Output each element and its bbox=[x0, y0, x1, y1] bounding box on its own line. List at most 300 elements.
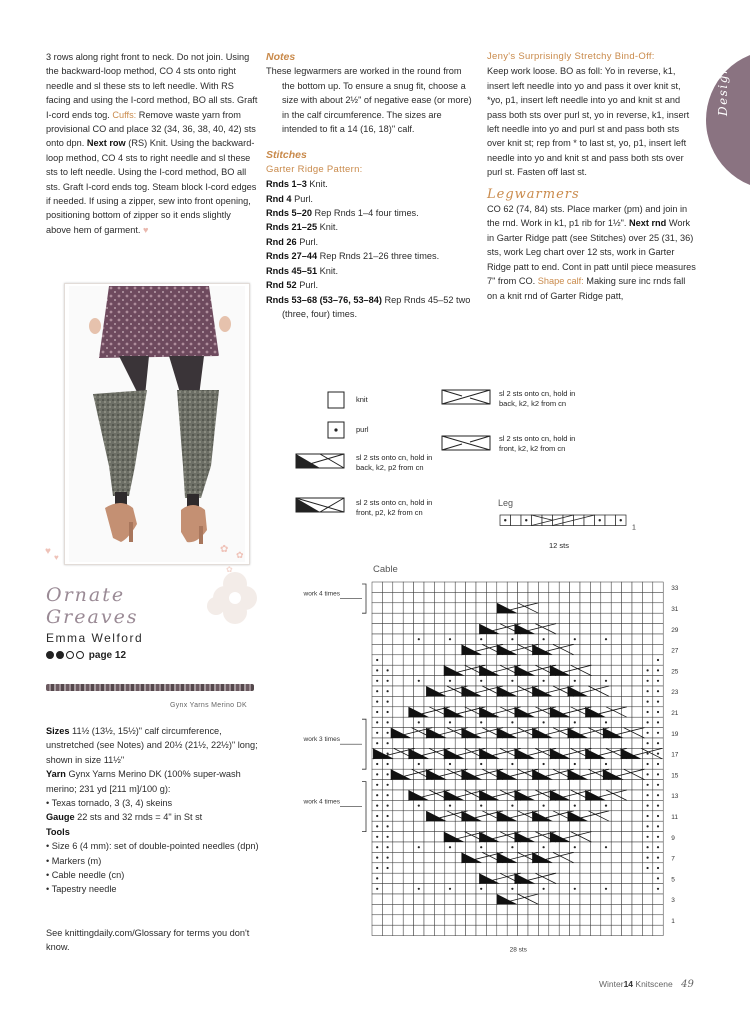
cable-chart-cell bbox=[393, 842, 403, 852]
cable-chart-cell bbox=[590, 894, 600, 904]
cable-chart-cell bbox=[549, 904, 559, 914]
purl-dot bbox=[376, 794, 378, 796]
purl-dot bbox=[647, 690, 649, 692]
cable-chart-cell bbox=[570, 738, 580, 748]
cable-chart-cell bbox=[653, 624, 663, 634]
cable-chart-cell bbox=[518, 904, 528, 914]
cable-chart-cell bbox=[455, 592, 465, 602]
purl-dot bbox=[449, 763, 451, 765]
purl-dot bbox=[657, 877, 659, 879]
cable-chart-cell bbox=[642, 624, 652, 634]
cable-chart-cell bbox=[476, 863, 486, 873]
cable-chart-cell bbox=[538, 915, 548, 925]
cable-chart-cell bbox=[382, 884, 392, 894]
cable-chart-cell bbox=[393, 738, 403, 748]
cable-chart-cell bbox=[580, 676, 590, 686]
cable-chart-cell bbox=[518, 676, 528, 686]
cable-chart-cell bbox=[414, 686, 424, 696]
purl-dot bbox=[657, 836, 659, 838]
cable-chart-cell bbox=[622, 800, 632, 810]
cable-chart-cell bbox=[622, 676, 632, 686]
cable-chart-cell bbox=[507, 738, 517, 748]
cable-chart-cell bbox=[549, 717, 559, 727]
cable-chart-cell bbox=[382, 634, 392, 644]
cable-chart-cell bbox=[632, 780, 642, 790]
cable-chart-cell bbox=[445, 925, 455, 935]
cable-chart-cell bbox=[445, 738, 455, 748]
purl-dot bbox=[511, 763, 513, 765]
cable-chart-cell bbox=[538, 603, 548, 613]
cable-chart-cell bbox=[580, 915, 590, 925]
cable-chart-cell bbox=[476, 696, 486, 706]
cable-chart-cell bbox=[528, 738, 538, 748]
cable-chart-cell bbox=[455, 780, 465, 790]
cable-chart-cell bbox=[466, 603, 476, 613]
purl-dot bbox=[387, 773, 389, 775]
purl-dot bbox=[376, 846, 378, 848]
cable-chart-cell bbox=[611, 821, 621, 831]
purl-dot bbox=[543, 763, 545, 765]
cable-chart-cell bbox=[559, 800, 569, 810]
cable-chart-cell bbox=[559, 603, 569, 613]
cable-chart-cell bbox=[528, 759, 538, 769]
row-number: 29 bbox=[671, 626, 679, 634]
cable-chart-cell bbox=[549, 582, 559, 592]
cable-chart-cell bbox=[445, 603, 455, 613]
purl-dot bbox=[376, 825, 378, 827]
cable-chart-cell bbox=[424, 676, 434, 686]
cable-chart-cell bbox=[611, 644, 621, 654]
cable-chart-cell bbox=[393, 790, 403, 800]
cable-chart-cell bbox=[528, 655, 538, 665]
cable-chart-cell bbox=[497, 800, 507, 810]
cable-chart-cell bbox=[393, 634, 403, 644]
cable-chart-cell bbox=[445, 915, 455, 925]
cable-chart-cell bbox=[434, 738, 444, 748]
purl-dot bbox=[543, 638, 545, 640]
purl-dot bbox=[376, 669, 378, 671]
legwarmers-photo-illustration bbox=[69, 286, 245, 562]
purl-dot bbox=[480, 846, 482, 848]
cable-chart-cell bbox=[559, 842, 569, 852]
cable-chart-cell bbox=[570, 624, 580, 634]
cable-chart-cell bbox=[382, 925, 392, 935]
row-number: 15 bbox=[671, 772, 679, 780]
cable-chart-cell bbox=[434, 624, 444, 634]
tool-item: • Cable needle (cn) bbox=[46, 870, 125, 881]
cable-chart-cell bbox=[528, 582, 538, 592]
purl-dot bbox=[543, 680, 545, 682]
cable-chart-cell bbox=[455, 738, 465, 748]
cable-chart-cell bbox=[653, 592, 663, 602]
cable-chart-cell bbox=[601, 904, 611, 914]
cable-chart-cell bbox=[622, 624, 632, 634]
cable-chart-cell bbox=[580, 842, 590, 852]
purl-dot bbox=[376, 680, 378, 682]
cable-chart-cell bbox=[601, 821, 611, 831]
purl-dot bbox=[657, 742, 659, 744]
purl-dot bbox=[543, 888, 545, 890]
cable-chart-cell bbox=[497, 884, 507, 894]
cable-chart-cell bbox=[590, 665, 600, 675]
cable-chart-cell bbox=[611, 676, 621, 686]
purl-dot bbox=[376, 732, 378, 734]
cable-chart-cell bbox=[455, 925, 465, 935]
cable-chart-cell bbox=[611, 634, 621, 644]
purl-dot bbox=[605, 638, 607, 640]
purl-dot bbox=[657, 794, 659, 796]
cable-chart-cell bbox=[622, 759, 632, 769]
cable-chart-cell bbox=[393, 852, 403, 862]
purl-dot bbox=[480, 888, 482, 890]
cable-chart-cell bbox=[414, 811, 424, 821]
cable-chart-cell bbox=[590, 613, 600, 623]
cable-chart-cell bbox=[486, 613, 496, 623]
cable-chart-cell bbox=[414, 832, 424, 842]
cable-chart-cell bbox=[486, 696, 496, 706]
cable-chart-cell bbox=[590, 624, 600, 634]
cable-chart-cell bbox=[642, 644, 652, 654]
cable-chart-cell bbox=[434, 644, 444, 654]
cable-chart-cell bbox=[559, 624, 569, 634]
cable-chart-cell bbox=[434, 863, 444, 873]
cable-chart-cell bbox=[445, 582, 455, 592]
cable-chart-cell bbox=[497, 613, 507, 623]
purl-dot bbox=[657, 680, 659, 682]
purl-dot bbox=[574, 846, 576, 848]
cable-chart-cell bbox=[497, 759, 507, 769]
purl-dot bbox=[605, 763, 607, 765]
cable-chart-cell bbox=[424, 884, 434, 894]
svg-text:♥: ♥ bbox=[45, 546, 51, 557]
cable-chart-cell bbox=[393, 603, 403, 613]
cable-chart-cell bbox=[403, 717, 413, 727]
purl-dot bbox=[449, 638, 451, 640]
cable-chart-cell bbox=[466, 582, 476, 592]
cable-chart-cell bbox=[622, 696, 632, 706]
c4fp-symbol bbox=[296, 498, 344, 512]
cable-chart-cell bbox=[507, 904, 517, 914]
cable-chart-cell bbox=[486, 925, 496, 935]
purl-dot bbox=[657, 690, 659, 692]
purl-dot bbox=[387, 732, 389, 734]
cable-chart-cell bbox=[393, 904, 403, 914]
purl-dot bbox=[376, 659, 378, 661]
purl-dot bbox=[647, 857, 649, 859]
purl-dot bbox=[376, 721, 378, 723]
cable-chart-cell bbox=[632, 884, 642, 894]
round-list bbox=[266, 177, 476, 321]
repeat-bracket bbox=[362, 719, 366, 769]
cable-chart-cell bbox=[414, 780, 424, 790]
cable-chart-cell bbox=[611, 603, 621, 613]
row-number: 7 bbox=[671, 855, 675, 863]
purl-dot bbox=[647, 867, 649, 869]
cable-chart-cell bbox=[434, 873, 444, 883]
cable-chart-cell bbox=[632, 707, 642, 717]
cable-chart-cell bbox=[622, 811, 632, 821]
round-item: Rnd 26 Purl. bbox=[266, 236, 319, 247]
cable-chart-cell bbox=[403, 832, 413, 842]
cable-chart-cell bbox=[434, 717, 444, 727]
cable-chart-cell bbox=[559, 759, 569, 769]
cable-chart-cell bbox=[580, 613, 590, 623]
cable-chart-cell bbox=[414, 925, 424, 935]
cable-chart-cell bbox=[518, 925, 528, 935]
cable-chart-cell bbox=[393, 582, 403, 592]
cable-chart-cell bbox=[570, 603, 580, 613]
cable-chart-cell bbox=[559, 655, 569, 665]
svg-text:♥: ♥ bbox=[54, 553, 59, 562]
cable-chart-cell bbox=[403, 821, 413, 831]
cable-chart-cell bbox=[455, 863, 465, 873]
cable-chart-cell bbox=[393, 915, 403, 925]
cable-chart-cell bbox=[414, 603, 424, 613]
cable-chart-cell bbox=[403, 738, 413, 748]
cable-chart-cell bbox=[414, 873, 424, 883]
cable-chart-cell bbox=[642, 915, 652, 925]
cable-chart-cell bbox=[611, 717, 621, 727]
cable-chart-cell bbox=[601, 832, 611, 842]
round-item: Rnds 5–20 Rep Rnds 1–4 four times. bbox=[266, 208, 419, 219]
difficulty-dots bbox=[46, 650, 86, 661]
cable-chart-cell bbox=[445, 592, 455, 602]
purl-dot bbox=[647, 825, 649, 827]
difficulty-rating bbox=[46, 650, 126, 661]
cable-chart-cell bbox=[476, 655, 486, 665]
cable-chart-cell bbox=[507, 915, 517, 925]
cable-chart-cell bbox=[611, 696, 621, 706]
legwarmers-heading: Legwarmers bbox=[487, 186, 580, 202]
cable-chart-cell bbox=[570, 863, 580, 873]
cable-chart-cell bbox=[476, 780, 486, 790]
cable-chart-cell bbox=[549, 821, 559, 831]
purl-dot bbox=[376, 877, 378, 879]
cable-chart-cell bbox=[518, 696, 528, 706]
purl-dot bbox=[376, 701, 378, 703]
cable-chart-cell bbox=[570, 894, 580, 904]
cable-chart-cell bbox=[403, 863, 413, 873]
cable-chart-cell bbox=[528, 613, 538, 623]
cable-chart-cell bbox=[486, 759, 496, 769]
cable-chart-cell bbox=[622, 884, 632, 894]
cable-chart-cell bbox=[528, 915, 538, 925]
cable-chart-cell bbox=[590, 832, 600, 842]
cable-chart-cell bbox=[653, 634, 663, 644]
purl-dot bbox=[543, 721, 545, 723]
cable-chart-cell bbox=[434, 821, 444, 831]
cable-chart-cell bbox=[414, 852, 424, 862]
cable-chart-cell bbox=[476, 582, 486, 592]
c4b-symbol bbox=[442, 390, 490, 404]
purl-dot bbox=[574, 721, 576, 723]
cable-chart-cell bbox=[372, 634, 382, 644]
cable-chart-cell bbox=[580, 582, 590, 592]
purl-dot bbox=[376, 784, 378, 786]
cable-chart-cell bbox=[455, 842, 465, 852]
cable-chart-cell bbox=[632, 696, 642, 706]
cable-chart-cell bbox=[497, 842, 507, 852]
tool-item: • Markers (m) bbox=[46, 855, 102, 866]
round-item: Rnd 52 Purl. bbox=[266, 280, 319, 291]
cable-chart-cell bbox=[622, 821, 632, 831]
cable-chart-cell bbox=[580, 655, 590, 665]
cable-chart-cell bbox=[414, 613, 424, 623]
cable-chart-cell bbox=[580, 894, 590, 904]
cable-chart-cell bbox=[393, 759, 403, 769]
cable-chart-cell bbox=[653, 894, 663, 904]
cable-chart-cell bbox=[424, 582, 434, 592]
purl-dot bbox=[449, 805, 451, 807]
cable-chart-cell bbox=[455, 904, 465, 914]
cable-chart-cell bbox=[570, 915, 580, 925]
cable-chart-cell bbox=[414, 624, 424, 634]
cable-chart-cell bbox=[424, 624, 434, 634]
cable-chart-cell bbox=[622, 686, 632, 696]
purl-dot bbox=[647, 669, 649, 671]
cable-chart-cell bbox=[528, 925, 538, 935]
cable-chart-cell bbox=[434, 904, 444, 914]
purl-dot bbox=[605, 888, 607, 890]
cable-chart-cell bbox=[445, 613, 455, 623]
cable-chart-cell bbox=[476, 592, 486, 602]
cable-chart-cell bbox=[382, 873, 392, 883]
cable-chart-cell bbox=[518, 634, 528, 644]
cable-chart-cell bbox=[486, 738, 496, 748]
purl-dot bbox=[657, 846, 659, 848]
cable-chart-cell bbox=[580, 624, 590, 634]
notes-heading: Notes bbox=[266, 51, 296, 63]
legend-c4b: sl 2 sts onto cn, hold in back, k2, k2 from cn bbox=[499, 389, 576, 408]
purl-dot bbox=[647, 742, 649, 744]
cable-chart-cell bbox=[559, 884, 569, 894]
row-number: 31 bbox=[671, 606, 679, 613]
cable-chart-cell bbox=[611, 582, 621, 592]
cable-chart-cell bbox=[497, 863, 507, 873]
cable-chart-cell bbox=[528, 800, 538, 810]
purl-dot bbox=[449, 721, 451, 723]
cable-chart-cell bbox=[549, 676, 559, 686]
cable-chart-cell bbox=[580, 800, 590, 810]
cable-chart-cell bbox=[424, 832, 434, 842]
next-row-label: Next row bbox=[86, 138, 126, 149]
purl-dot bbox=[387, 690, 389, 692]
cable-chart-cell bbox=[528, 821, 538, 831]
cable-chart-cell bbox=[538, 582, 548, 592]
purl-dot bbox=[387, 805, 389, 807]
purl-dot bbox=[605, 680, 607, 682]
cable-chart-cell bbox=[486, 884, 496, 894]
cable-chart-cell bbox=[642, 603, 652, 613]
cable-chart-cell bbox=[622, 634, 632, 644]
cable-chart-cell bbox=[549, 696, 559, 706]
cable-chart-cell bbox=[590, 852, 600, 862]
cable-chart-cell bbox=[622, 832, 632, 842]
cable-chart-cell bbox=[424, 603, 434, 613]
page-number: 49 bbox=[681, 979, 694, 990]
cable-chart-cell bbox=[497, 925, 507, 935]
purl-dot bbox=[647, 711, 649, 713]
cable-chart-cell bbox=[476, 904, 486, 914]
cable-chart-cell bbox=[414, 894, 424, 904]
cable-chart-cell bbox=[538, 863, 548, 873]
purl-dot bbox=[525, 519, 527, 521]
cable-chart-cell bbox=[538, 790, 548, 800]
cable-chart-cell bbox=[590, 863, 600, 873]
purl-dot bbox=[574, 763, 576, 765]
cable-chart-cell bbox=[424, 915, 434, 925]
legend-purl: purl bbox=[356, 425, 369, 434]
repeat-bracket bbox=[362, 584, 366, 613]
cable-chart-cell bbox=[622, 852, 632, 862]
cable-chart-cell bbox=[590, 603, 600, 613]
purl-dot bbox=[480, 721, 482, 723]
cable-chart-cell bbox=[434, 665, 444, 675]
purl-dot bbox=[574, 638, 576, 640]
cable-chart-cell bbox=[424, 873, 434, 883]
cable-chart-cell bbox=[601, 644, 611, 654]
cable-chart-cell bbox=[570, 904, 580, 914]
row-number: 19 bbox=[671, 730, 679, 738]
cable-chart-cell bbox=[653, 613, 663, 623]
cable-chart-cell bbox=[445, 904, 455, 914]
cable-chart-cell bbox=[580, 873, 590, 883]
cable-chart-cell bbox=[590, 780, 600, 790]
round-item: Rnds 27–44 Rep Rnds 21–26 three times. bbox=[266, 251, 440, 262]
cable-chart-cell bbox=[382, 624, 392, 634]
cable-chart-cell bbox=[580, 717, 590, 727]
cable-chart-cell bbox=[632, 717, 642, 727]
cable-chart-cell bbox=[466, 800, 476, 810]
cable-chart-cell bbox=[632, 790, 642, 800]
cable-chart-cell bbox=[497, 655, 507, 665]
legend-c4bp: sl 2 sts onto cn, hold in back, k2, p2 from cn bbox=[356, 453, 433, 472]
cable-chart-cell bbox=[393, 696, 403, 706]
cable-chart-cell bbox=[559, 915, 569, 925]
cable-chart-cell bbox=[393, 832, 403, 842]
purl-dot bbox=[418, 763, 420, 765]
cable-chart-cell bbox=[486, 634, 496, 644]
cable-chart-cell bbox=[424, 696, 434, 706]
cable-chart-cell bbox=[538, 592, 548, 602]
finishing-text: 3 rows along right front to neck. Do not join. Using the backward-loop method, CO 4 sts onto right needle and sl these sts to left needle. With RS facing and using the I-cord method, BO all sts. Graft I-cord ends tog. Cuffs: Remove waste yarn from provisional CO and place 32 (34, 36, 38, 40, 42) sts onto dpn. Next row (RS) Knit. Using the backward-loop method, CO 4 sts to right needle and sl these sts to left needle. Using the I-cord method, BO all sts. Graft I-cord ends tog. Steam block I-cord edges if needed. If using a zipper, sew into front opening, positioning bottom of zipper so it ends slightly above hem of garment. ♥ bbox=[46, 52, 258, 235]
cable-chart-cell bbox=[393, 655, 403, 665]
cable-chart-cell bbox=[497, 676, 507, 686]
purl-dot bbox=[657, 888, 659, 890]
purl-dot bbox=[657, 825, 659, 827]
cable-chart-cell bbox=[632, 925, 642, 935]
cable-chart-cell bbox=[538, 832, 548, 842]
cable-chart-cell bbox=[590, 738, 600, 748]
cable-chart-cell bbox=[611, 842, 621, 852]
difficulty-dot bbox=[66, 651, 74, 659]
cable-chart-cell bbox=[590, 717, 600, 727]
cable-chart-cell bbox=[393, 780, 403, 790]
cable-chart-cell bbox=[559, 863, 569, 873]
cable-chart-cell bbox=[549, 759, 559, 769]
cable-chart-cell bbox=[403, 613, 413, 623]
cable-chart-cell bbox=[466, 884, 476, 894]
cable-chart-cell bbox=[622, 894, 632, 904]
cable-chart-cell bbox=[549, 925, 559, 935]
purl-dot bbox=[647, 815, 649, 817]
cable-chart-cell bbox=[611, 863, 621, 873]
cable-chart-cell bbox=[393, 894, 403, 904]
cable-chart-cell bbox=[424, 634, 434, 644]
cable-chart-cell bbox=[497, 904, 507, 914]
cable-chart-cell bbox=[507, 592, 517, 602]
cable-chart-cell bbox=[393, 707, 403, 717]
